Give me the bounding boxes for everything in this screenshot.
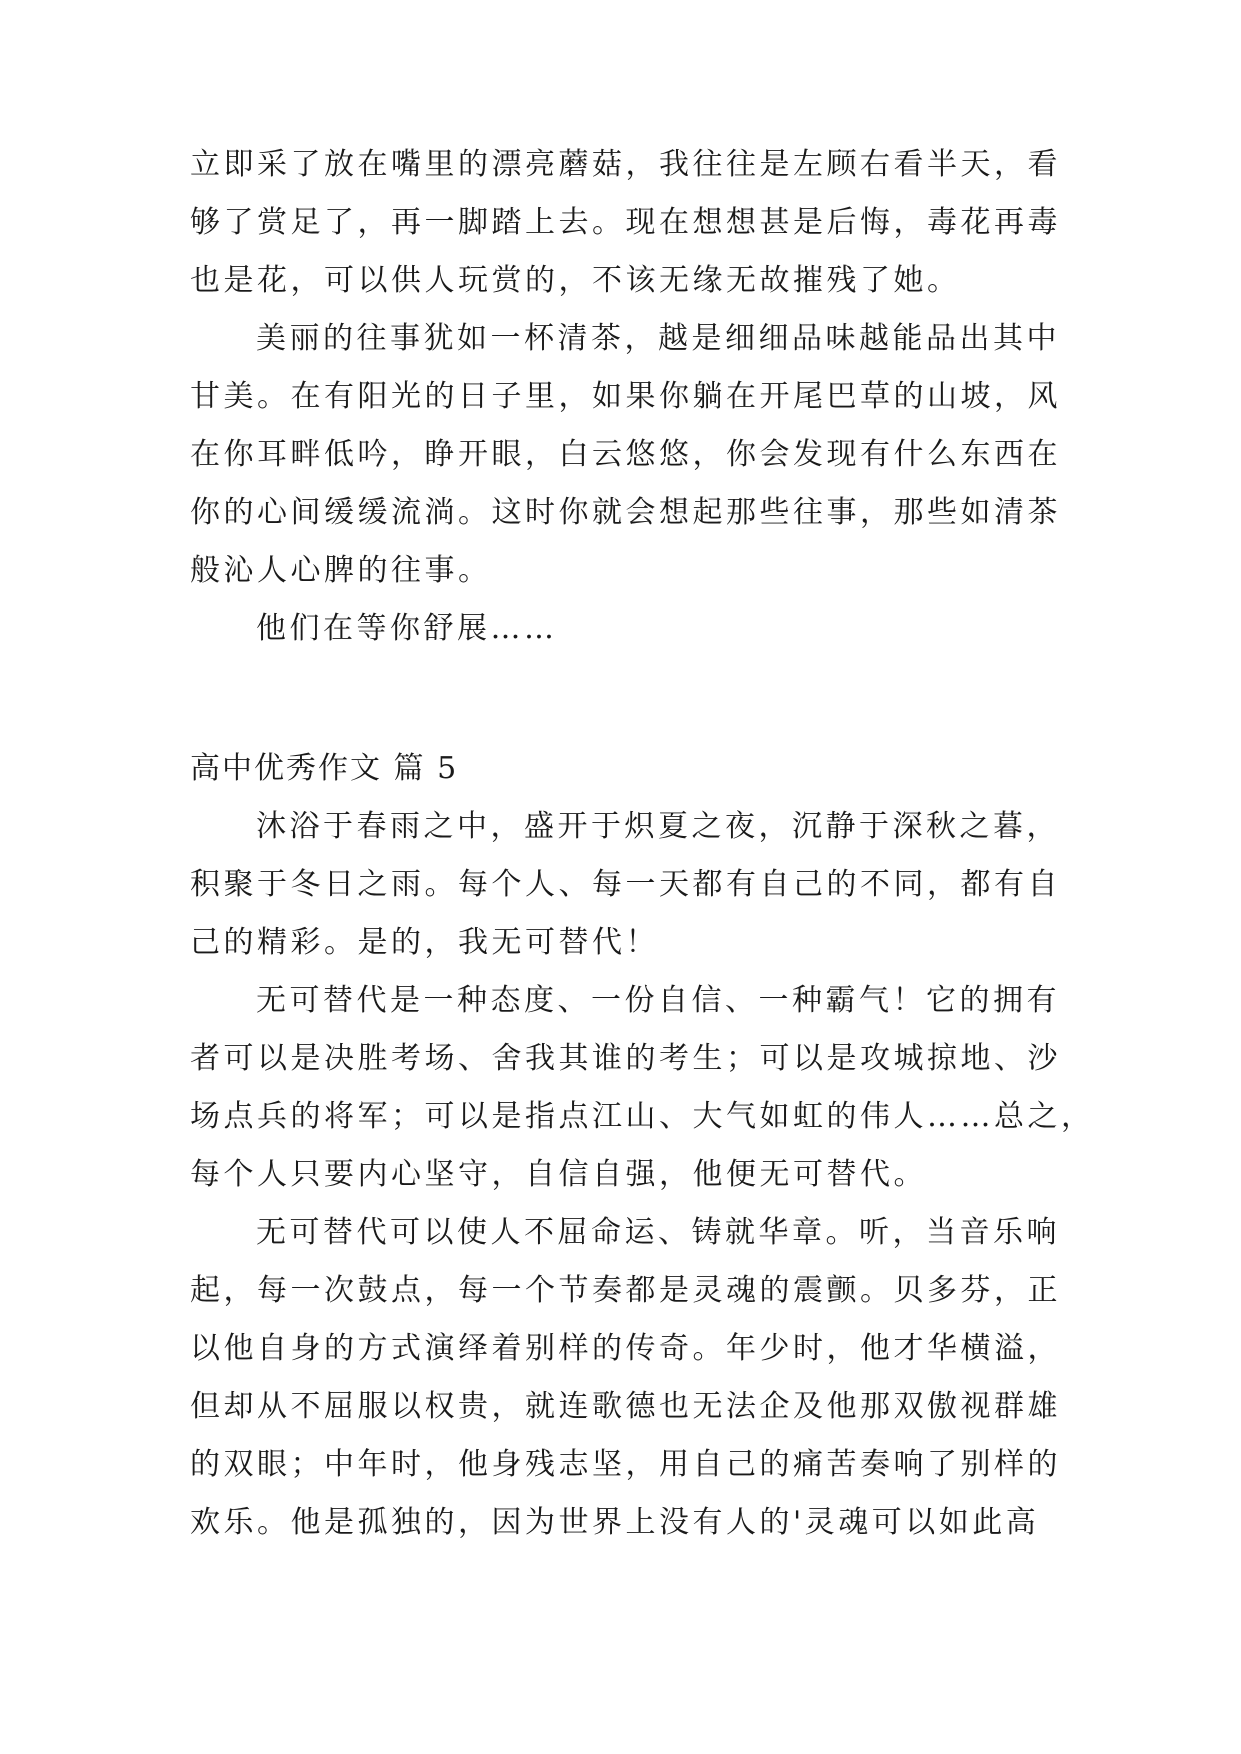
paragraph-start-line: 无可替代可以使人不屈命运、铸就华章。听，当音乐响 xyxy=(256,1215,1060,1250)
text-line: 者可以是决胜考场、舍我其谁的考生；可以是攻城掠地、沙 xyxy=(190,1041,1061,1076)
text-line: 己的精彩。是的，我无可替代！ xyxy=(190,925,659,960)
text-line: 立即采了放在嘴里的漂亮蘑菇，我往往是左顾右看半天，看 xyxy=(190,147,1061,182)
text-line: 般沁人心脾的往事。 xyxy=(190,553,492,588)
text-line: 甘美。在有阳光的日子里，如果你躺在开尾巴草的山坡，风 xyxy=(190,379,1061,414)
text-line: 够了赏足了，再一脚踏上去。现在想想甚是后悔，毒花再毒 xyxy=(190,205,1061,240)
text-line: 场点兵的将军；可以是指点江山、大气如虹的伟人……总之， xyxy=(190,1099,1095,1134)
text-line: 但却从不屈服以权贵，就连歌德也无法企及他那双傲视群雄 xyxy=(190,1389,1061,1424)
text-line: 积聚于冬日之雨。每个人、每一天都有自己的不同，都有自 xyxy=(190,867,1061,902)
paragraph-start-line: 他们在等你舒展…… xyxy=(256,611,558,646)
text-line: 每个人只要内心坚守，自信自强，他便无可替代。 xyxy=(190,1157,927,1192)
text-line: 的双眼；中年时，他身残志坚，用自己的痛苦奏响了别样的 xyxy=(190,1447,1061,1482)
text-line: 在你耳畔低吟，睁开眼，白云悠悠，你会发现有什么东西在 xyxy=(190,437,1061,472)
text-line: 起，每一次鼓点，每一个节奏都是灵魂的震颤。贝多芬，正 xyxy=(190,1273,1061,1308)
paragraph-start-line: 无可替代是一种态度、一份自信、一种霸气！它的拥有 xyxy=(256,983,1060,1018)
text-line: 也是花，可以供人玩赏的，不该无缘无故摧残了她。 xyxy=(190,263,961,298)
text-line: 以他自身的方式演绎着别样的传奇。年少时，他才华横溢， xyxy=(190,1331,1061,1366)
essay-continuation xyxy=(190,136,1070,658)
essay-section-5 xyxy=(190,740,1095,1552)
text-line: 欢乐。他是孤独的，因为世界上没有人的'灵魂可以如此高 xyxy=(190,1505,1040,1540)
paragraph-start-line: 美丽的往事犹如一杯清茶，越是细细品味越能品出其中 xyxy=(256,321,1060,356)
paragraph-start-line: 沐浴于春雨之中，盛开于炽夏之夜，沉静于深秋之暮， xyxy=(256,809,1060,844)
section-heading: 高中优秀作文 篇 5 xyxy=(190,751,459,786)
text-line: 你的心间缓缓流淌。这时你就会想起那些往事，那些如清茶 xyxy=(190,495,1061,530)
